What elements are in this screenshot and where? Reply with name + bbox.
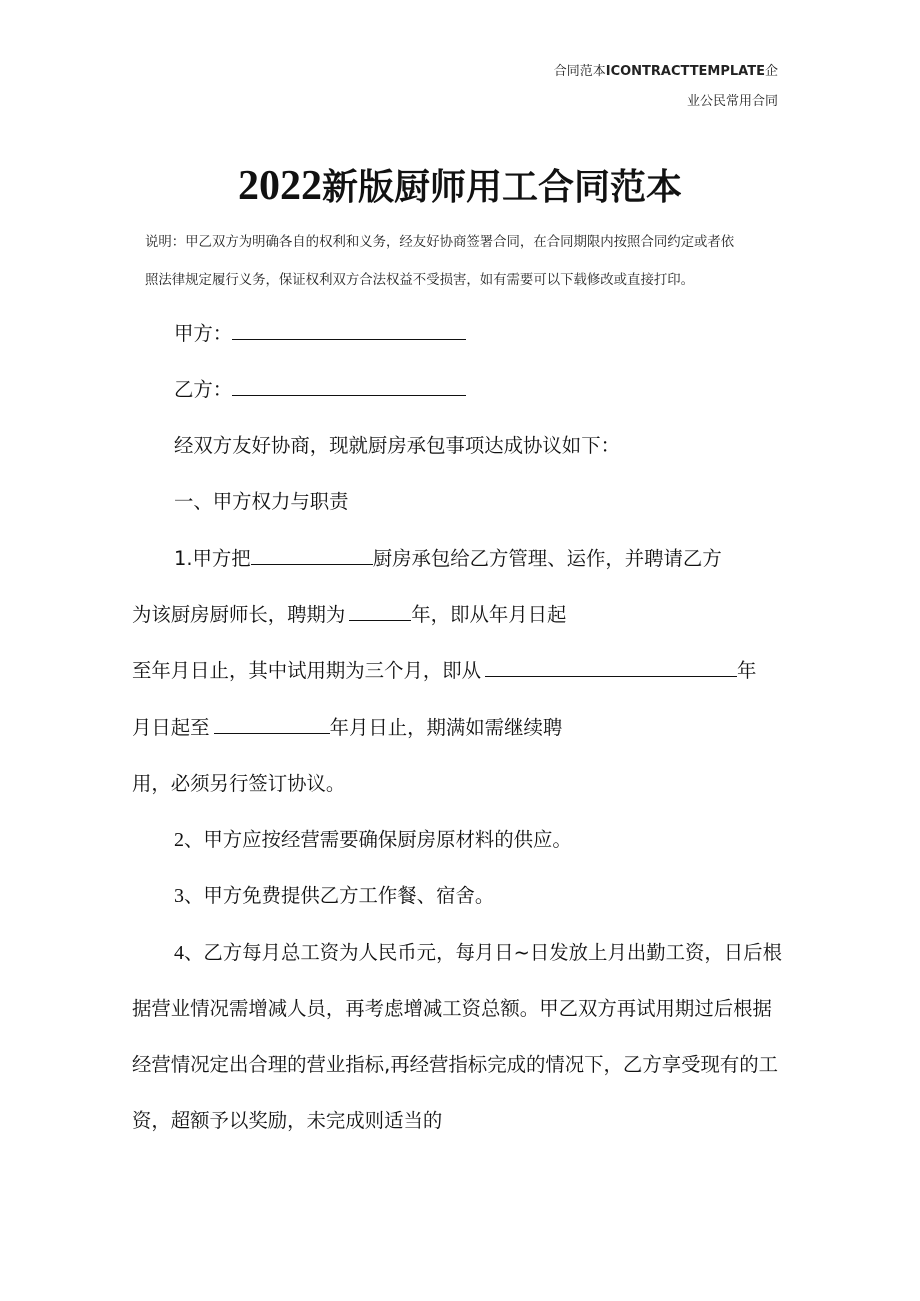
header-suffix: 企: [764, 64, 778, 79]
title-text: 新版厨师用工合同范本: [321, 167, 682, 208]
clause-4-line-4: 资，超额予以奖励，未完成则适当的: [132, 1109, 443, 1132]
party-b-row: [174, 377, 466, 403]
clause-1-text-c: 为该厨房厨师长，聘期为: [132, 603, 346, 626]
section-1-heading: 一、甲方权力与职责: [174, 490, 349, 513]
clause-4-number: 4: [174, 942, 184, 964]
party-a-row: [174, 321, 466, 347]
clause-1-line-1: [174, 546, 722, 572]
party-b-label: 乙方：: [174, 378, 233, 401]
description-line-2: 照法律规定履行义务，保证权利双方合法权益不受损害，如有需要可以下载修改或直接打印。: [145, 273, 695, 288]
clause-1-text-d: 年，即从年月日起: [411, 603, 567, 626]
clause-1-text-e: 至年月日止，其中试用期为三个月，即从: [132, 659, 482, 682]
party-b-blank: [232, 377, 466, 396]
clause-1-line-4: [132, 715, 562, 741]
header-line-2: 业公民常用合同: [686, 94, 778, 109]
clause-2-number: 2: [174, 829, 184, 851]
clause-3: [174, 883, 494, 909]
clause-1-text-b: 厨房承包给乙方管理、运作，并聘请乙方: [372, 547, 722, 570]
clause-1-text-a: 1.甲方把: [174, 547, 251, 570]
probation-start-blank: [485, 658, 737, 677]
party-a-blank: [232, 321, 466, 340]
party-a-label: 甲方：: [174, 322, 233, 345]
header-contract-template: ICONTRACTTEMPLATE: [605, 64, 765, 79]
header-line-1: [554, 64, 778, 80]
clause-2-text: 、甲方应按经营需要确保厨房原材料的供应。: [184, 828, 572, 851]
document-title: [0, 160, 920, 214]
clause-2: [174, 827, 572, 853]
header-prefix: 合同范本: [553, 64, 606, 79]
clause-4-line-2: 据营业情况需增减人员，再考虑增减工资总额。甲乙双方再试用期过后根据: [132, 997, 772, 1020]
description-line-1: 说明：甲乙双方为明确各自的权利和义务，经友好协商签署合同，在合同期限内按照合同约定或者依: [145, 235, 735, 250]
clause-1-line-3: [132, 658, 756, 684]
term-years-blank: [349, 602, 411, 621]
clause-4-text-a: 、乙方每月总工资为人民币元，每月日~日发放上月出勤工资，日后根: [184, 941, 782, 964]
clause-4-line-3: 经营情况定出合理的营业指标,再经营指标完成的情况下，乙方享受现有的工: [132, 1053, 779, 1076]
kitchen-name-blank: [251, 546, 373, 565]
clause-1-line-5: 用，必须另行签订协议。: [132, 772, 346, 795]
clause-1-text-g: 月日起至: [132, 716, 210, 739]
clause-3-number: 3: [174, 885, 184, 907]
probation-end-blank: [214, 715, 330, 734]
clause-1-text-h: 年月日止，期满如需继续聘: [329, 716, 563, 739]
title-year: 2022: [237, 163, 322, 209]
clause-4-line-1: [174, 940, 782, 966]
clause-1-line-2: [132, 602, 566, 628]
clause-1-text-f: 年: [737, 659, 757, 682]
intro-paragraph: 经双方友好协商，现就厨房承包事项达成协议如下：: [174, 434, 620, 457]
clause-3-text: 、甲方免费提供乙方工作餐、宿舍。: [184, 884, 495, 907]
